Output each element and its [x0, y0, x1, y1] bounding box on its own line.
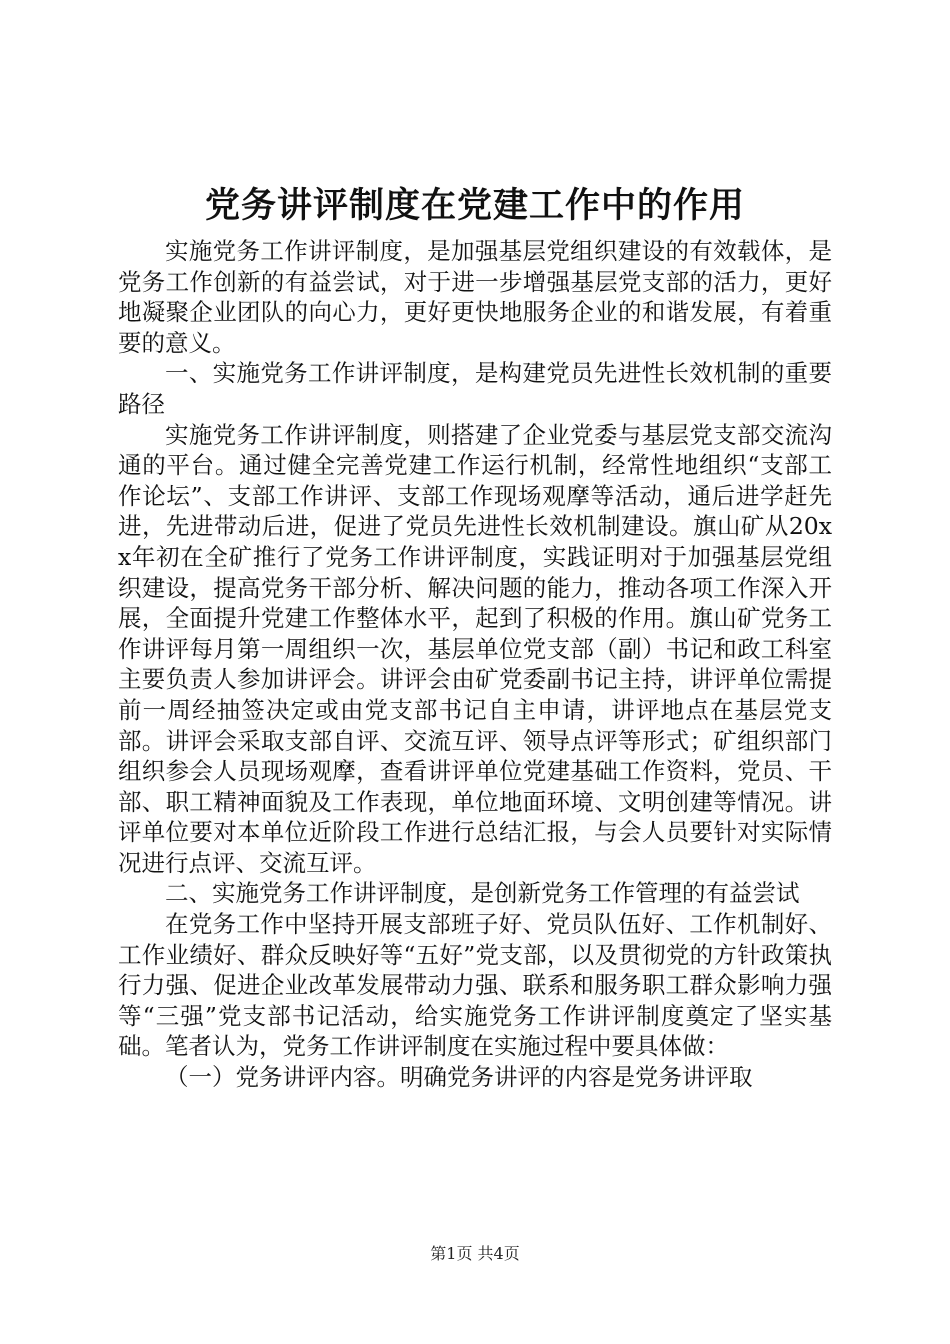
subsection-heading-1: （一）党务讲评内容。明确党务讲评的内容是党务讲评取: [165, 1063, 753, 1092]
paragraph-intro: 实施党务工作讲评制度，是加强基层党组织建设的有效载体，是党务工作创新的有益尝试，对于进一步增强基层党支部的活力，更好地凝聚企业团队的向心力，更好更快地服务企业的和谐发展，有着重要的意义。: [118, 237, 832, 357]
paragraph-section-2: 在党务工作中坚持开展支部班子好、党员队伍好、工作机制好、工作业绩好、群众反映好等“五好”党支部，以及贯彻党的方针政策执行力强、促进企业改革发展带动力强、联系和服务职工群众影响力强等“三强”党支部书记活动，给实施党务工作讲评制度奠定了坚实基础。笔者认为，党务工作讲评制度在实施过程中要具体做：: [118, 910, 832, 1061]
document-body: [118, 236, 832, 1093]
section-heading-1: 一、实施党务工作讲评制度，是构建党员先进性长效机制的重要路径: [118, 359, 832, 418]
page-number: 第1页 共4页: [430, 1244, 520, 1263]
section-heading-2: 二、实施党务工作讲评制度，是创新党务工作管理的有益尝试: [165, 879, 800, 908]
paragraph-section-1: 实施党务工作讲评制度，则搭建了企业党委与基层党支部交流沟通的平台。通过健全完善党建工作运行机制，经常性地组织“支部工作论坛”、支部工作讲评、支部工作现场观摩等活动，通后进学赶先进，先进带动后进，促进了党员先进性长效机制建设。旗山矿从20xx年初在全矿推行了党务工作讲评制度，实践证明对于加强基层党组织建设，提高党务干部分析、解决问题的能力，推动各项工作深入开展，全面提升党建工作整体水平，起到了积极的作用。旗山矿党务工作讲评每月第一周组织一次，基层单位党支部（副）书记和政工科室主要负责人参加讲评会。讲评会由矿党委副书记主持，讲评单位需提前一周经抽签决定或由党支部书记自主申请，讲评地点在基层党支部。讲评会采取支部自评、交流互评、领导点评等形式；矿组织部门组织参会人员现场观摩，查看讲评单位党建基础工作资料，党员、干部、职工精神面貌及工作表现，单位地面环境、文明创建等情况。讲评单位要对本单位近阶段工作进行总结汇报，与会人员要针对实际情况进行点评、交流互评。: [118, 420, 832, 877]
document-title: 党务讲评制度在党建工作中的作用: [204, 185, 745, 226]
